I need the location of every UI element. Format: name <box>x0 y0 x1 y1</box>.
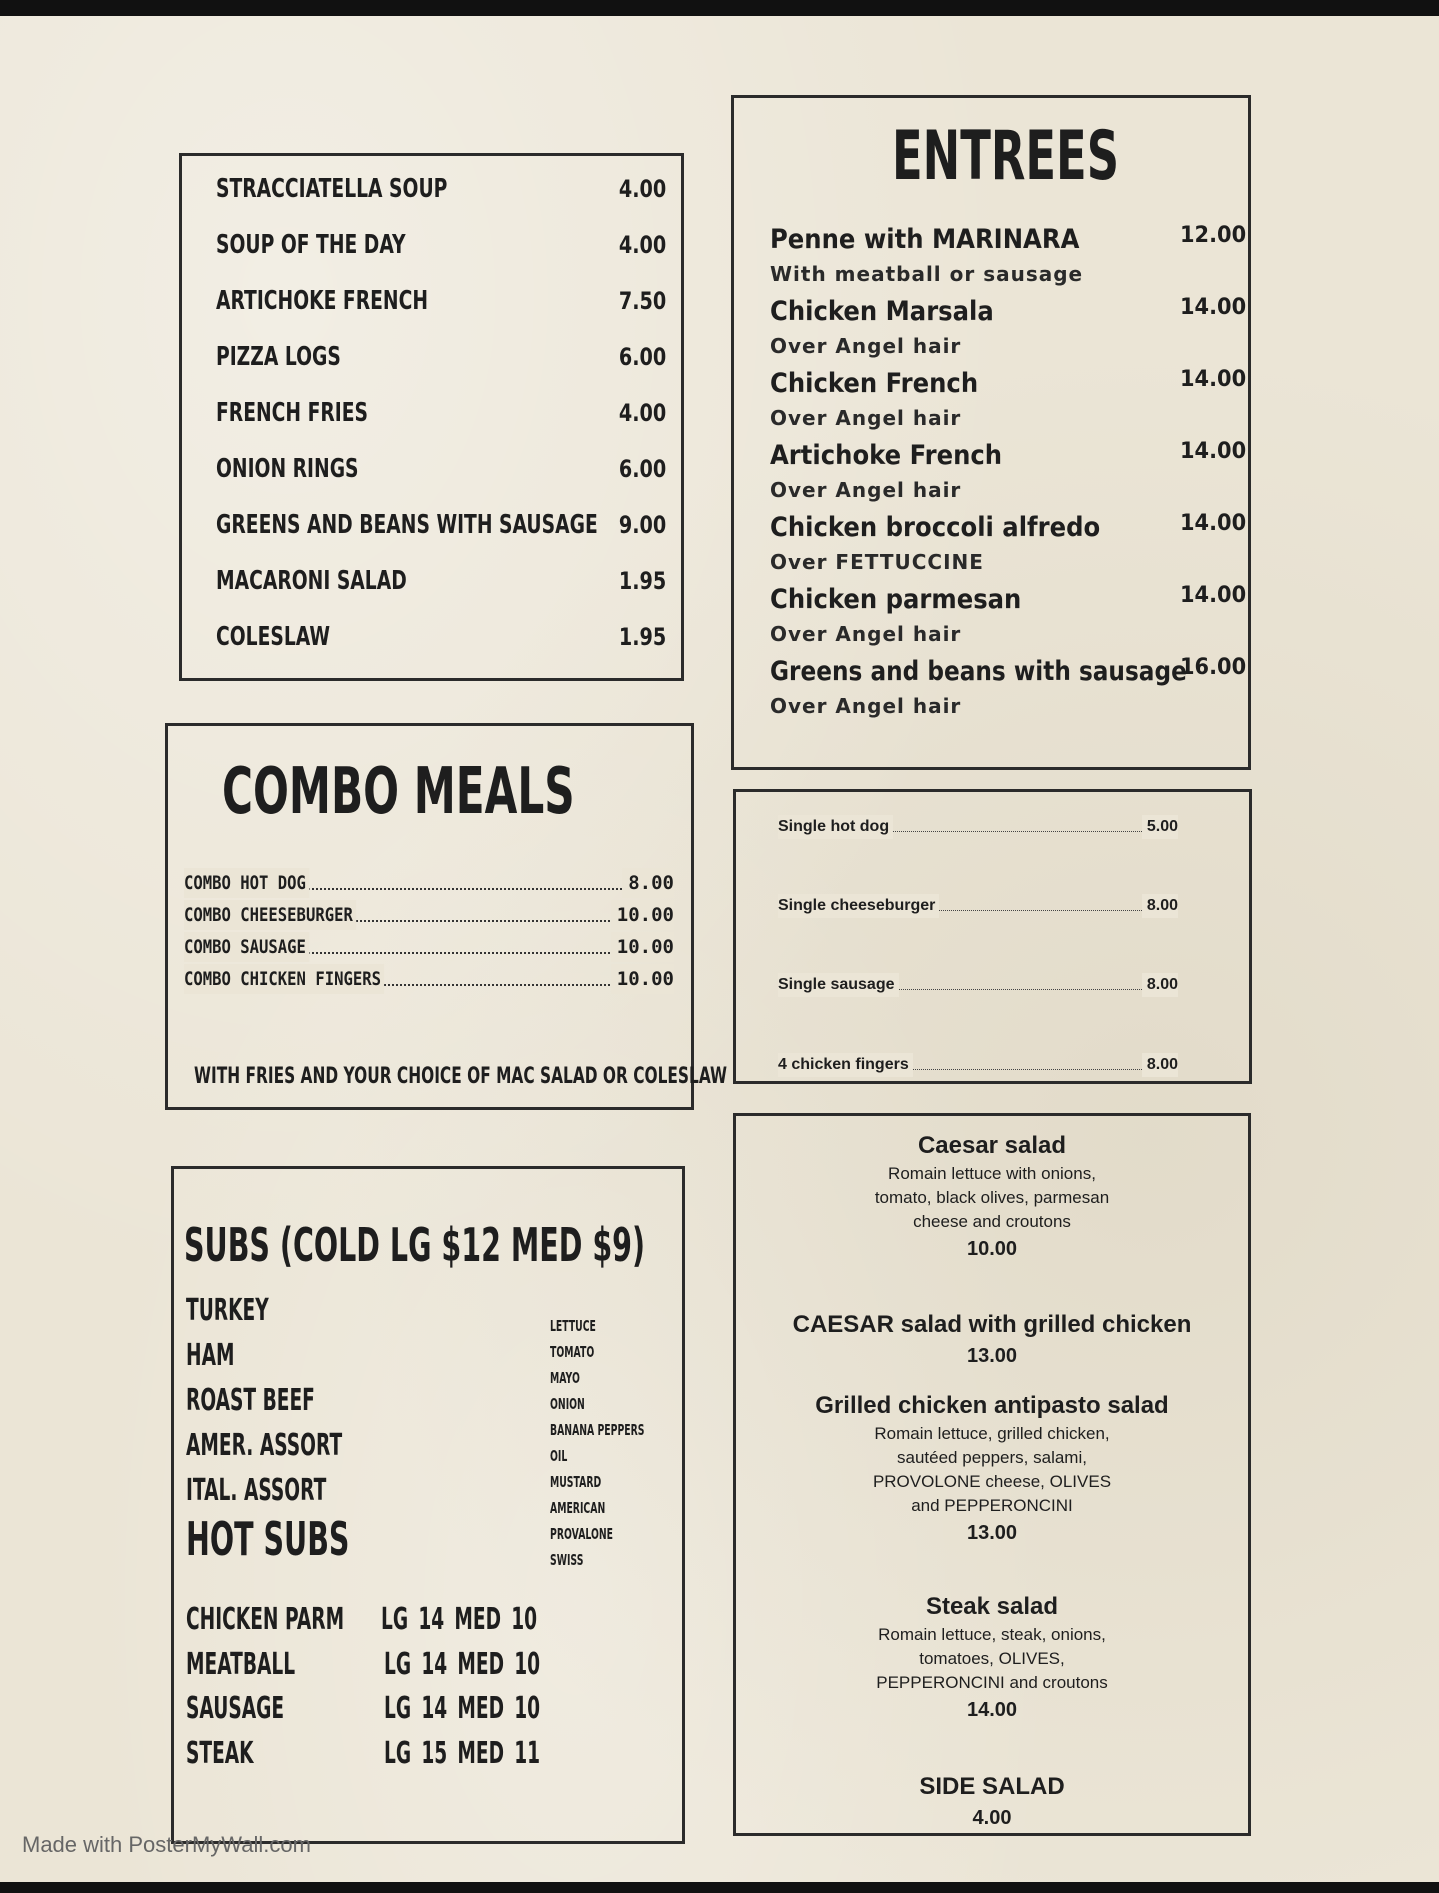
item-price: 10.00 <box>611 932 674 962</box>
item-name: ONION RINGS <box>216 454 359 484</box>
item-name: FRENCH FRIES <box>216 398 369 428</box>
item-name: COMBO HOT DOG <box>184 868 309 898</box>
combo-meals-panel <box>165 723 728 1110</box>
salad-price: 4.00 <box>972 1807 1012 1829</box>
item-name: ARTICHOKE FRENCH <box>216 286 428 316</box>
item-name: COMBO SAUSAGE <box>184 932 309 962</box>
salad-price: 13.00 <box>966 1345 1018 1367</box>
salad-price: 10.00 <box>966 1238 1018 1260</box>
entree-price: 14.00 <box>1180 295 1247 320</box>
menu-item <box>216 449 666 489</box>
entree-price: 14.00 <box>1180 439 1247 464</box>
item-name: COLESLAW <box>216 622 331 652</box>
hot-sub-name: CHICKEN PARM <box>186 1602 345 1637</box>
hot-sub-name: STEAK <box>186 1736 254 1771</box>
combo-item <box>184 932 674 962</box>
item-name: MACARONI SALAD <box>216 566 407 596</box>
entree-name: Chicken French <box>770 368 979 399</box>
hot-sub-price: LG 14 MED 10 <box>381 1602 538 1637</box>
item-price: 7.50 <box>618 287 666 315</box>
menu-item <box>216 225 666 265</box>
topping-item: AMERICAN <box>550 1499 606 1517</box>
item-price: 4.00 <box>618 399 666 427</box>
item-price: 1.95 <box>618 567 666 595</box>
hot-sub-price: LG 14 MED 10 <box>384 1647 541 1682</box>
entree-description: Over Angel hair <box>770 334 962 358</box>
soups-sides-panel <box>179 153 684 681</box>
entree-description: Over Angel hair <box>770 622 962 646</box>
entree-price: 16.00 <box>1180 655 1247 680</box>
item-name: SOUP OF THE DAY <box>216 230 406 260</box>
cold-sub-item: HAM <box>186 1338 235 1373</box>
item-price: 10.00 <box>611 964 674 994</box>
item-price: 5.00 <box>1142 815 1178 839</box>
combo-item <box>184 964 674 994</box>
topping-item: TOMATO <box>550 1343 595 1361</box>
hot-sub-price: LG 15 MED 11 <box>384 1736 541 1771</box>
menu-poster <box>0 16 1439 1882</box>
salads-panel <box>733 1113 1251 1836</box>
entree-name: Greens and beans with sausage <box>770 656 1187 687</box>
item-price: 10.00 <box>611 900 674 930</box>
salad-item <box>736 1390 1248 1548</box>
hot-sub-name: MEATBALL <box>186 1647 296 1682</box>
item-price: 9.00 <box>618 511 666 539</box>
item-name: Single hot dog <box>778 815 893 839</box>
item-name: COMBO CHICKEN FINGERS <box>184 964 384 994</box>
entree-price: 14.00 <box>1180 511 1247 536</box>
topping-item: ONION <box>550 1395 585 1413</box>
cold-sub-item: ITAL. ASSORT <box>186 1473 327 1508</box>
entree-name: Penne with MARINARA <box>770 224 1080 255</box>
single-item <box>778 973 1178 997</box>
subs-title: SUBS (COLD LG $12 MED $9) <box>184 1218 646 1272</box>
entree-name: Chicken parmesan <box>770 584 1022 615</box>
top-border <box>0 0 1439 16</box>
topping-item: LETTUCE <box>550 1317 596 1335</box>
item-price: 8.00 <box>1142 894 1178 918</box>
entrees-panel <box>731 95 1251 770</box>
entree-name: Chicken Marsala <box>770 296 994 327</box>
bottom-border <box>0 1882 1439 1893</box>
combo-note: WITH FRIES AND YOUR CHOICE OF MAC SALAD OR COLESLAW <box>194 1064 728 1089</box>
menu-item <box>216 337 666 377</box>
item-name: Single cheeseburger <box>778 894 939 918</box>
salad-name: Steak salad <box>925 1593 1059 1620</box>
combo-item <box>184 900 674 930</box>
singles-panel <box>733 789 1252 1084</box>
topping-item: MAYO <box>550 1369 580 1387</box>
salad-description: Romain lettuce with onions, tomato, black olives, parmesan cheese and croutons <box>874 1164 1110 1231</box>
menu-item <box>216 169 666 209</box>
entree-description: Over Angel hair <box>770 406 962 430</box>
salad-name: Caesar salad <box>917 1132 1067 1159</box>
watermark-text: Made with PosterMyWall.com <box>22 1832 311 1857</box>
salad-name: Grilled chicken antipasto salad <box>815 1392 1169 1419</box>
hot-sub-name: SAUSAGE <box>186 1691 285 1726</box>
topping-item: BANANA PEPPERS <box>550 1421 645 1439</box>
menu-item <box>216 617 666 657</box>
item-name: GREENS AND BEANS WITH SAUSAGE <box>216 510 598 540</box>
subs-panel <box>171 1166 685 1844</box>
item-price: 6.00 <box>618 343 666 371</box>
salad-description: Romain lettuce, steak, onions, tomatoes, OLIVES, PEPPERONCINI and croutons <box>876 1625 1108 1692</box>
menu-item <box>216 393 666 433</box>
item-price: 8.00 <box>1142 973 1178 997</box>
entree-price: 12.00 <box>1180 223 1247 248</box>
single-item <box>778 815 1178 839</box>
topping-item: OIL <box>550 1447 568 1465</box>
item-price: 8.00 <box>1142 1053 1178 1077</box>
entree-description: Over FETTUCCINE <box>770 550 984 574</box>
item-name: STRACCIATELLA SOUP <box>216 174 448 204</box>
entree-price: 14.00 <box>1180 367 1247 392</box>
salad-item <box>736 1771 1248 1833</box>
topping-item: PROVALONE <box>550 1525 614 1543</box>
item-name: PIZZA LOGS <box>216 342 341 372</box>
menu-item <box>216 505 666 545</box>
entree-price: 14.00 <box>1180 583 1247 608</box>
entree-description: Over Angel hair <box>770 694 962 718</box>
cold-sub-item: ROAST BEEF <box>186 1383 315 1418</box>
item-name: COMBO CHEESEBURGER <box>184 900 356 930</box>
menu-item <box>216 281 666 321</box>
single-item <box>778 894 1178 918</box>
combo-item <box>184 868 674 898</box>
salad-name: CAESAR salad with grilled chicken <box>792 1311 1192 1338</box>
item-price: 4.00 <box>618 175 666 203</box>
topping-item: MUSTARD <box>550 1473 602 1491</box>
salad-price: 14.00 <box>966 1699 1018 1721</box>
salad-description: Romain lettuce, grilled chicken, sautéed peppers, salami, PROVOLONE cheese, OLIVES and PEPPERONCINI <box>872 1424 1112 1515</box>
entrees-title: ENTREES <box>892 117 1120 196</box>
entree-name: Artichoke French <box>770 440 1003 471</box>
cold-sub-item: AMER. ASSORT <box>186 1428 343 1463</box>
item-price: 4.00 <box>618 231 666 259</box>
item-name: Single sausage <box>778 973 899 997</box>
single-item <box>778 1053 1178 1077</box>
item-name: 4 chicken fingers <box>778 1053 913 1077</box>
entree-description: Over Angel hair <box>770 478 962 502</box>
hot-subs-title: HOT SUBS <box>186 1512 350 1566</box>
salad-item <box>736 1130 1248 1264</box>
salad-item <box>736 1591 1248 1725</box>
entree-name: Chicken broccoli alfredo <box>770 512 1101 543</box>
topping-item: SWISS <box>550 1551 584 1569</box>
cold-sub-item: TURKEY <box>186 1293 269 1328</box>
item-price: 6.00 <box>618 455 666 483</box>
combo-title: COMBO MEALS <box>222 755 575 829</box>
entree-description: With meatball or sausage <box>770 262 1084 286</box>
item-price: 1.95 <box>618 623 666 651</box>
hot-sub-price: LG 14 MED 10 <box>384 1691 541 1726</box>
menu-item <box>216 561 666 601</box>
salad-item <box>736 1309 1248 1371</box>
salad-name: SIDE SALAD <box>919 1773 1065 1800</box>
salad-price: 13.00 <box>966 1522 1018 1544</box>
item-price: 8.00 <box>622 868 674 898</box>
